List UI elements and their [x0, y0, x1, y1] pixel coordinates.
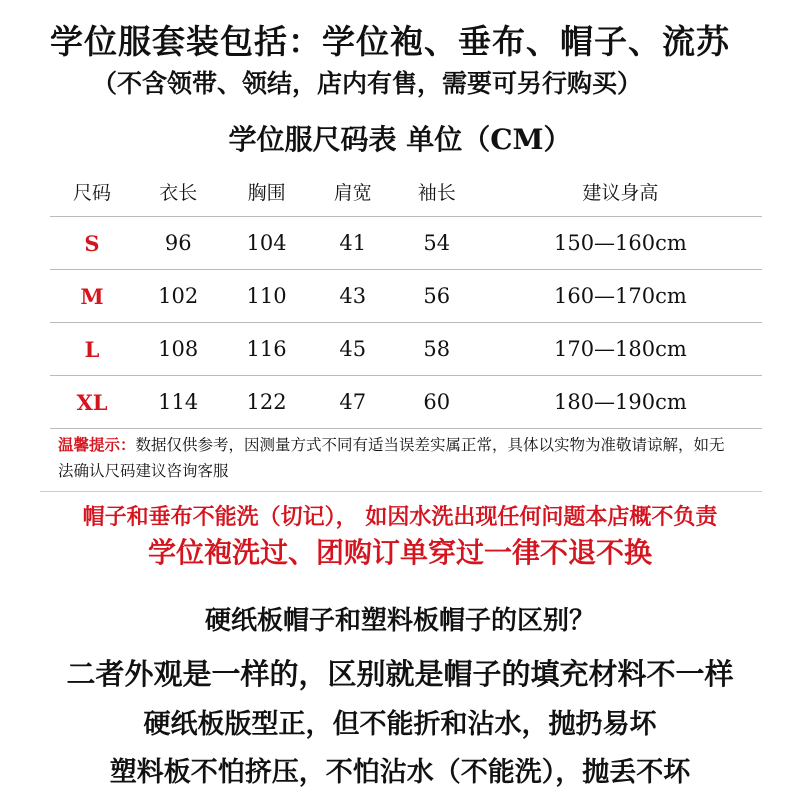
faq-answer-line: 硬纸板版型正，但不能折和沾水，抛扔易坏 [143, 709, 657, 740]
table-cell: 180—190cm [479, 376, 762, 429]
column-header-length: 衣长 [134, 166, 222, 217]
faq-question: 硬纸板帽子和塑料板帽子的区别？ [204, 606, 595, 636]
tip-note [58, 432, 738, 484]
table-cell: 108 [134, 323, 222, 376]
table-cell: 47 [311, 376, 395, 429]
size-cell: M [50, 270, 134, 323]
table-cell: 122 [222, 376, 310, 429]
column-header-chest: 胸围 [222, 166, 310, 217]
table-cell: 96 [134, 217, 222, 270]
table-cell: 150—160cm [479, 217, 762, 270]
column-header-height: 建议身高 [479, 166, 762, 217]
table-row [50, 217, 762, 270]
table-cell: 160—170cm [479, 270, 762, 323]
table-cell: 102 [134, 270, 222, 323]
table-header-row [50, 166, 762, 217]
faq-answer-line: 塑料板不怕挤压，不怕沾水（不能洗），抛丢不坏 [109, 757, 691, 788]
page-title: 学位服套装包括：学位袍、垂布、帽子、流苏 [50, 22, 730, 61]
divider [40, 491, 762, 492]
table-cell: 43 [311, 270, 395, 323]
table-cell: 170—180cm [479, 323, 762, 376]
table-cell: 56 [395, 270, 479, 323]
column-header-size: 尺码 [50, 166, 134, 217]
table-row [50, 270, 762, 323]
table-cell: 54 [395, 217, 479, 270]
page-subtitle: （不含领带、领结，店内有售，需要可另行购买） [92, 69, 643, 98]
table-cell: 116 [222, 323, 310, 376]
size-table [50, 166, 762, 429]
wash-warning: 帽子和垂布不能洗（切记）， 如因水洗出现任何问题本店概不负责 [82, 504, 718, 530]
size-cell: L [50, 323, 134, 376]
return-policy-warning: 学位袍洗过、团购订单穿过一律不退不换 [147, 536, 652, 569]
size-table-title: 学位服尺码表 单位（CM） [228, 123, 572, 156]
table-cell: 58 [395, 323, 479, 376]
size-cell: XL [50, 376, 134, 429]
size-cell: S [50, 217, 134, 270]
table-cell: 104 [222, 217, 310, 270]
table-cell: 45 [311, 323, 395, 376]
table-row [50, 323, 762, 376]
table-cell: 41 [311, 217, 395, 270]
table-cell: 60 [395, 376, 479, 429]
table-cell: 110 [222, 270, 310, 323]
table-row [50, 376, 762, 429]
table-cell: 114 [134, 376, 222, 429]
tip-text: 数据仅供参考，因测量方式不同有适当误差实属正常，具体以实物为准敬请谅解，如无法确认尺码建议咨询客服 [58, 436, 725, 480]
column-header-sleeve: 袖长 [395, 166, 479, 217]
faq-answer-line: 二者外观是一样的，区别就是帽子的填充材料不一样 [66, 657, 734, 691]
tip-label: 温馨提示： [58, 435, 136, 454]
column-header-shoulder: 肩宽 [311, 166, 395, 217]
